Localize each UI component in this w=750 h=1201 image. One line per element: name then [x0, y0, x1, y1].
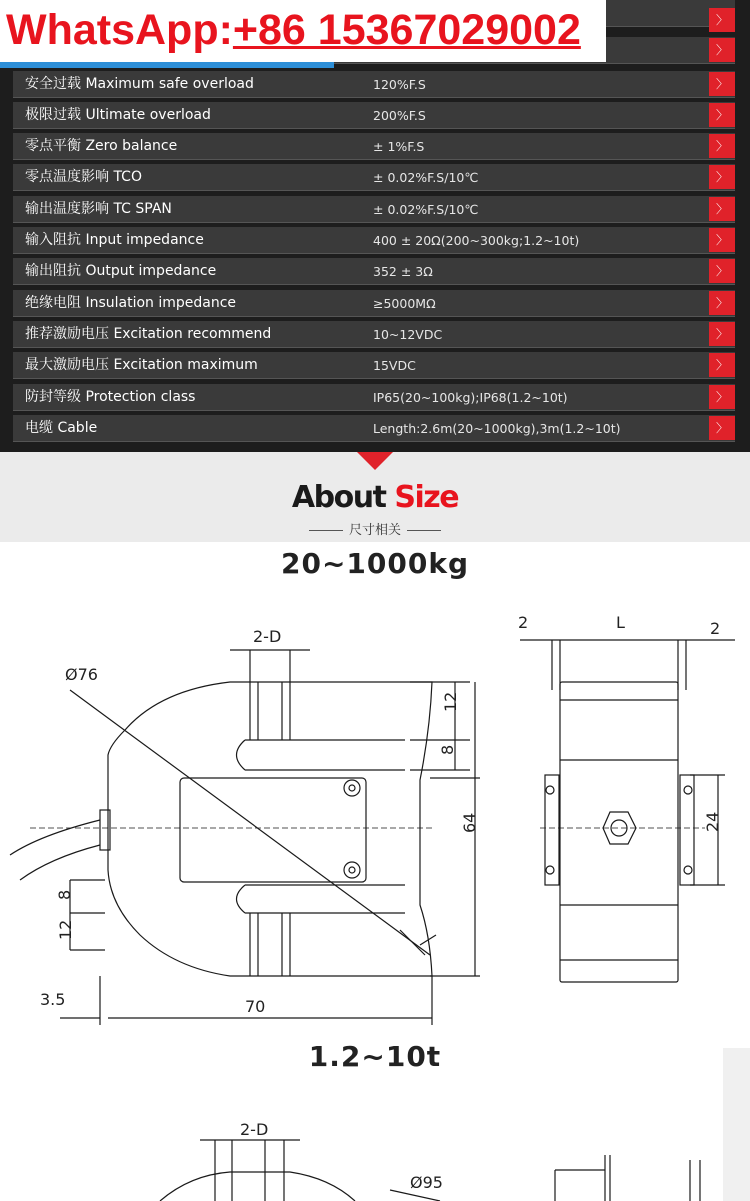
- dim-top-8: 8: [438, 744, 457, 755]
- spec-value: IP65(20~100kg);IP68(1.2~10t): [373, 390, 568, 405]
- title-dark-part: About: [291, 480, 386, 515]
- subtitle-text: 尺寸相关: [348, 523, 401, 538]
- spec-label: 输出温度影响 TC SPAN: [25, 201, 172, 217]
- spec-value: 352 ± 3Ω: [373, 264, 433, 279]
- section-title: [0, 480, 750, 515]
- spec-label: 极限过载 Ultimate overload: [25, 107, 211, 123]
- dim-side-left: 2: [518, 613, 529, 632]
- dim-bot-8: 8: [55, 889, 74, 900]
- row-arrow-icon[interactable]: 〉: [709, 165, 735, 189]
- row-arrow-icon[interactable]: 〉: [709, 197, 735, 221]
- spec-label: 电缆 Cable: [25, 420, 98, 436]
- spec-row[interactable]: [13, 258, 735, 285]
- spec-row[interactable]: [13, 196, 735, 223]
- dim-side-right: 2: [710, 619, 721, 638]
- row-arrow-icon[interactable]: 〉: [709, 322, 735, 346]
- spec-label: 安全过载 Maximum safe overload: [25, 76, 254, 92]
- technical-drawing-1: [0, 590, 750, 1040]
- dim-holes: 2-D: [253, 627, 282, 646]
- spec-label: 绝缘电阻 Insulation impedance: [25, 295, 237, 311]
- spec-row[interactable]: [13, 415, 735, 442]
- row-arrow-icon[interactable]: 〉: [709, 353, 735, 377]
- row-arrow-icon[interactable]: 〉: [709, 416, 735, 440]
- spec-value: ≥5000MΩ: [373, 296, 436, 311]
- dim-diameter: Ø76: [65, 665, 98, 684]
- range-title-1: 20~1000kg: [280, 547, 470, 580]
- section-subtitle: [0, 519, 750, 538]
- dim-side-24: 24: [703, 811, 722, 832]
- whatsapp-phone-link[interactable]: +86 15367029002: [232, 6, 581, 54]
- dim-bot-12: 12: [56, 919, 75, 940]
- spec-row[interactable]: [13, 102, 735, 129]
- spec-value: 200%F.S: [373, 108, 426, 123]
- dim-holes-2: 2-D: [240, 1120, 269, 1139]
- spec-value: ± 0.02%F.S/10℃: [373, 170, 479, 185]
- spec-label: 最大激励电压 Excitation maximum: [25, 357, 258, 373]
- whatsapp-contact[interactable]: [6, 6, 581, 55]
- row-arrow-icon[interactable]: 〉: [709, 38, 735, 62]
- row-arrow-icon[interactable]: 〉: [709, 8, 735, 32]
- spec-row[interactable]: [13, 133, 735, 160]
- spec-label: 输出阻抗 Output impedance: [25, 263, 217, 279]
- dim-side-L: L: [616, 613, 625, 632]
- spec-row[interactable]: [13, 71, 735, 98]
- red-notch-icon: [357, 452, 393, 470]
- spec-label: 零点温度影响 TCO: [25, 169, 142, 185]
- spec-value: ± 1%F.S: [373, 139, 425, 154]
- row-arrow-icon[interactable]: 〉: [709, 385, 735, 409]
- spec-row[interactable]: [13, 352, 735, 379]
- technical-drawing-2: [0, 1100, 750, 1201]
- row-arrow-icon[interactable]: 〉: [709, 228, 735, 252]
- row-arrow-icon[interactable]: 〉: [709, 291, 735, 315]
- spec-value: 120%F.S: [373, 77, 426, 92]
- whatsapp-label: WhatsApp:: [6, 6, 233, 54]
- spec-row[interactable]: [13, 321, 735, 348]
- dim-top-12: 12: [441, 691, 460, 712]
- spec-label: 零点平衡 Zero balance: [25, 138, 178, 154]
- row-arrow-icon[interactable]: 〉: [709, 134, 735, 158]
- about-size-header: [0, 452, 750, 542]
- spec-row[interactable]: [13, 227, 735, 254]
- dim-diameter-2: Ø95: [410, 1173, 443, 1192]
- spec-label: 输入阻抗 Input impedance: [25, 232, 204, 248]
- spec-row[interactable]: [13, 164, 735, 191]
- spec-value: 15VDC: [373, 358, 416, 373]
- row-arrow-icon[interactable]: 〉: [709, 72, 735, 96]
- dim-height: 64: [460, 812, 479, 833]
- spec-row[interactable]: [13, 384, 735, 411]
- banner-underline: [0, 62, 334, 68]
- spec-value: Length:2.6m(20~1000kg),3m(1.2~10t): [373, 421, 621, 436]
- whatsapp-banner[interactable]: [0, 0, 606, 62]
- range-title-2: 1.2~10t: [308, 1040, 442, 1073]
- spec-table: [0, 0, 750, 452]
- spec-label: 推荐激励电压 Excitation recommend: [25, 326, 272, 342]
- title-red-part: Size: [394, 480, 459, 515]
- dim-width: 70: [245, 997, 266, 1016]
- spec-label: 防封等级 Protection class: [25, 389, 196, 405]
- row-arrow-icon[interactable]: 〉: [709, 103, 735, 127]
- dim-offset: 3.5: [40, 990, 66, 1009]
- spec-value: ± 0.02%F.S/10℃: [373, 202, 479, 217]
- spec-row[interactable]: [13, 290, 735, 317]
- spec-value: 400 ± 20Ω(200~300kg;1.2~10t): [373, 233, 580, 248]
- row-arrow-icon[interactable]: 〉: [709, 259, 735, 283]
- spec-value: 10~12VDC: [373, 327, 443, 342]
